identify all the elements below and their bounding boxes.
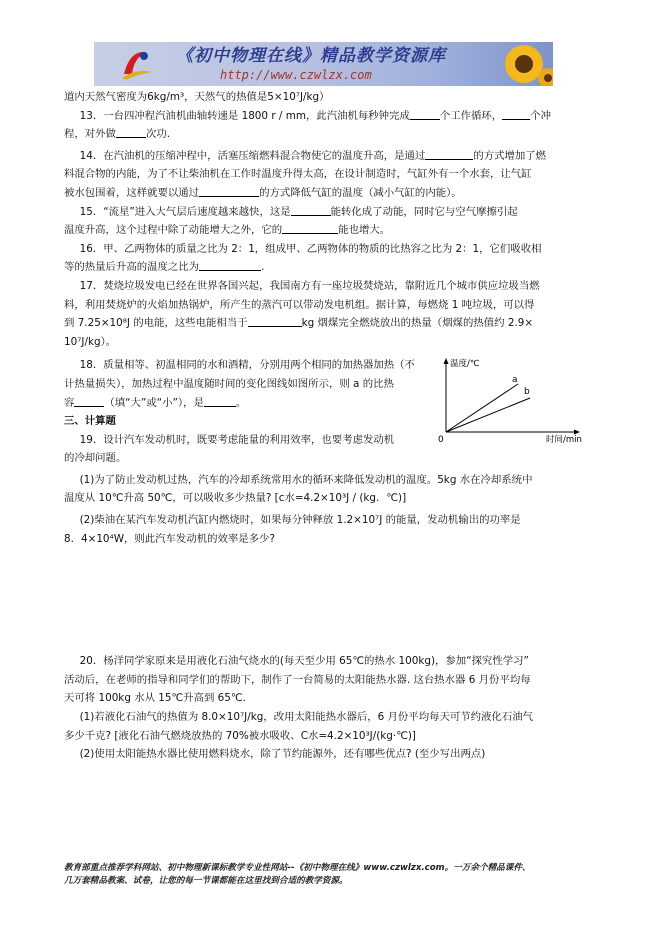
q19-part-2-line-1: (2)柴油在某汽车发动机汽缸内燃烧时，如果每分钟释放 1.2×10⁷J 的能量，发动机输出的功率是: [79, 514, 521, 527]
worksheet-content: [64, 88, 596, 764]
q13-text-e: 次功.: [145, 128, 171, 141]
q14-line-3: [64, 184, 596, 203]
graph-line-b: [446, 398, 530, 432]
q19-intro-2: 的冷却问题。: [64, 452, 127, 465]
q13-blank-3[interactable]: [116, 125, 146, 138]
q18-line-1: 18．质量相等、初温相同的水和酒精，分别用两个相同的加热器加热（不: [79, 359, 415, 372]
question-14: [64, 147, 596, 166]
q16-blank-1[interactable]: [199, 258, 261, 271]
q20-line-1: 20．杨洋同学家原来是用液化石油气烧水的(每天至少用 65℃的热水 100kg)，参加“探究性学习”: [79, 655, 529, 668]
banner-title: 《初中物理在线》精品教学资源库: [176, 46, 446, 66]
q14-text-b: 的方式增加了燃: [473, 149, 547, 162]
footer: [64, 862, 604, 888]
graph-y-label: 温度/℃: [450, 359, 480, 370]
q17-line-2: 料，利用焚烧炉的火焰加热锅炉，所产生的蒸汽可以带动发电机组。据计算，每燃烧 1 吨垃圾，可以得: [64, 298, 535, 311]
sunflower-icon: [486, 42, 553, 86]
q14-blank-1[interactable]: [425, 147, 473, 160]
q17-text-d: kg 烟煤完全燃烧放出的热量（烟煤的热值约 2.9×: [301, 317, 534, 330]
q18-text: [64, 356, 436, 412]
q18-text-d: （填“大”或“小”），是: [104, 396, 204, 409]
q17-blank-1[interactable]: [248, 314, 302, 327]
q13-text-c: 个冲: [530, 109, 551, 122]
temperature-time-graph: [436, 356, 586, 444]
question-16: 16．甲、乙两物体的质量之比为 2：1，组成甲、乙两物体的物质的比热容之比为 2：1，它们吸收相: [79, 242, 542, 255]
header-banner: [94, 42, 553, 86]
q18-blank-2[interactable]: [204, 394, 236, 407]
q13-text-a: 13．一台四冲程汽油机曲轴转速是 1800 r / mm，此汽油机每秒钟完成: [79, 109, 410, 122]
q19-intro-1: 19．设计汽车发动机时，既要考虑能量的利用效率，也要考虑发动机: [79, 433, 395, 446]
graph-origin-label: 0: [438, 435, 444, 445]
q18-blank-1[interactable]: [74, 394, 104, 407]
q18-text-c: 容: [64, 396, 75, 409]
q13-blank-1[interactable]: [410, 107, 440, 120]
q15-blank-2[interactable]: [282, 221, 338, 234]
q19-part-2-line-2: 8．4×10⁴W，则此汽车发动机的效率是多少?: [64, 532, 275, 545]
q18-line-2: 计热量损失），加热过程中温度随时间的变化图线如图所示，则 a 的比热: [64, 377, 394, 390]
section-3-heading: 三、计算题: [64, 415, 116, 428]
q14-blank-2[interactable]: [199, 184, 259, 197]
footer-line-2: 几万套精品教案、试卷，让您的每一节课都能在这里找到合适的教学资源。: [64, 876, 348, 886]
q14-line-2: 料混合物的内能，为了不让柴油机在工作时温度升得太高，在设计制造时，气缸外有一个水套，让气缸: [64, 168, 532, 181]
q14-text-e: 的方式降低气缸的温度（减小气缸的内能）。: [259, 186, 462, 199]
graph-line-a: [446, 384, 518, 432]
logo-icon: [116, 44, 156, 84]
footer-line-1: 教育部重点推荐学科网站、初中物理新课标教学专业性网站--《初中物理在线》www.czwlzx.com。一万余个精品课件、: [64, 863, 531, 873]
q15-text-a: 15．“流星”进入大气层后速度越来越快，这是: [79, 205, 291, 218]
q19-part-1-line-2: 温度从 10℃升高 50℃，可以吸收多少热量? [c水=4.2×10³J / (kg．℃)]: [64, 492, 407, 505]
q20-line-3: 天可将 100kg 水从 15℃升高到 65℃.: [64, 692, 246, 705]
q20-part-2: (2)使用太阳能热水器比使用燃料烧水，除了节约能源外，还有哪些优点? (至少写出两点): [79, 748, 486, 761]
graph-x-arrow: [574, 430, 580, 435]
q20-line-2: 活动后，在老师的指导和同学们的帮助下，制作了一台简易的太阳能热水器. 这台热水器 6 月份平均每: [64, 673, 531, 686]
banner-url[interactable]: http://www.czwlzx.com: [220, 68, 372, 82]
q15-text-b: 能转化成了动能，同时它与空气摩擦引起: [330, 205, 518, 218]
q16-text-b: 等的热量后升高的温度之比为: [64, 261, 200, 274]
question-17: 17．焚烧垃圾发电已经在世界各国兴起，我国南方有一座垃圾焚烧站，靠附近几个城市供应垃圾当燃: [79, 279, 540, 292]
q12-tail: 道内天然气密度为6kg/m³，天然气的热值是5×10⁷J/kg）: [64, 91, 330, 103]
q15-blank-1[interactable]: [291, 203, 331, 216]
q17-line-4: 10⁷J/kg）。: [64, 335, 117, 348]
graph-label-a: a: [512, 375, 518, 386]
question-13: [64, 107, 596, 126]
q19-part-1-line-1: (1)为了防止发动机过热，汽车的冷却系统常用水的循环来降低发动机的温度。5kg 水在冷却系统中: [79, 473, 533, 486]
q13-text-b: 个工作循环，: [439, 109, 503, 122]
graph-y-arrow: [444, 358, 449, 364]
graph-label-b: b: [524, 387, 530, 398]
q13-blank-2[interactable]: [502, 107, 530, 120]
q20-part-1-line-1: (1)若液化石油气的热值为 8.0×10⁷J/kg，改用太阳能热水器后，6 月份平均每天可节约液化石油气: [79, 711, 533, 724]
q14-text-a: 14．在汽油机的压缩冲程中，活塞压缩燃料混合物使它的温度升高，是通过: [79, 149, 426, 162]
question-15: [64, 203, 596, 222]
q16-text-c: .: [261, 261, 265, 274]
q17-text-c: 到 7.25×10⁸J 的电能，这些电能相当于: [64, 317, 248, 330]
q16-line-2: [64, 258, 596, 277]
q17-line-3: [64, 314, 596, 333]
q18-text-e: 。: [235, 396, 247, 409]
graph-x-label: 时间/min: [546, 435, 582, 445]
q18-line-3: [64, 394, 436, 413]
q15-line-2: [64, 221, 596, 240]
q19-answer-space[interactable]: [64, 548, 596, 652]
q20-part-1-line-2: 多少千克? [液化石油气燃烧放热的 70%被水吸收、C水=4.2×10³J/(kg·℃)]: [64, 729, 416, 742]
q15-text-d: 能也增大。: [338, 224, 391, 237]
q15-text-c: 温度升高，这个过程中除了动能增大之外，它的: [64, 224, 283, 237]
q14-text-d: 被水包围着，这样就要以通过: [64, 186, 200, 199]
q13-text-d: 程，对外做: [64, 128, 116, 141]
question-13-cont: [64, 125, 596, 144]
